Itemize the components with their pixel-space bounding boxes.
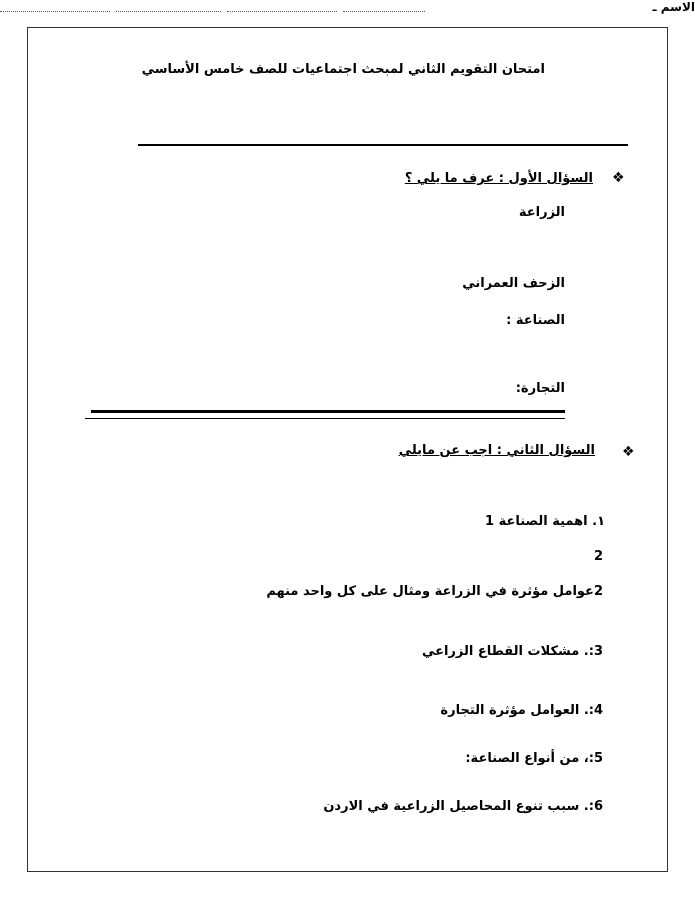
name-blank[interactable] xyxy=(343,11,425,12)
term-urban-sprawl: الزحف العمراني xyxy=(462,276,565,291)
section-divider xyxy=(85,410,565,422)
question2-item: 2عوامل مؤثرة في الزراعة ومثال على كل واحد منهم xyxy=(266,584,603,599)
question2-item: 6:. سبب تنوع المحاصيل الزراعية في الاردن xyxy=(323,799,603,814)
name-row xyxy=(0,0,695,16)
question1-heading: السؤال الأول : عرف ما يلي ؟ xyxy=(404,171,593,186)
name-blank[interactable] xyxy=(0,11,110,12)
term-trade: التجارة: xyxy=(515,381,565,396)
question2-item: 5:، من أنواع الصناعة: xyxy=(465,751,603,766)
exam-title: امتحان التقويم الثاني لمبحث اجتماعيات للصف خامس الأساسي xyxy=(141,62,545,77)
name-blank[interactable] xyxy=(227,11,337,12)
name-label: الاسم ـ xyxy=(652,0,695,14)
question2-item: 4:. العوامل مؤثرة التجارة xyxy=(440,703,603,718)
term-agriculture: الزراعة xyxy=(518,205,565,220)
question2-heading: السؤال الثاني : اجب عن مايلي xyxy=(398,443,595,458)
question2-item: 3:. مشكلات القطاع الزراعي xyxy=(421,644,603,659)
bullet-icon: ❖ xyxy=(612,170,625,186)
header-divider xyxy=(138,144,628,146)
name-blank[interactable] xyxy=(116,11,221,12)
bullet-icon: ❖ xyxy=(622,444,635,460)
question2-item: ١. اهمية الصناعة 1 xyxy=(485,514,605,529)
term-industry: الصناعة : xyxy=(506,313,565,328)
question2-item: 2 xyxy=(593,549,603,564)
